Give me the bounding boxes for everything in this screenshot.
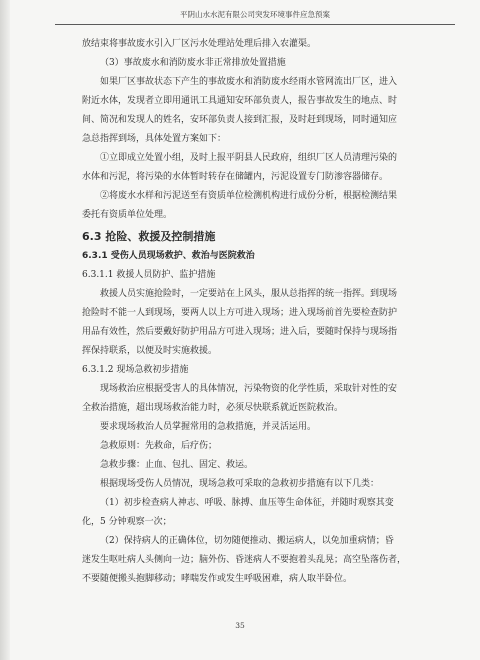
paragraph-line: 化，5 分钟观察一次；	[82, 517, 172, 527]
sub-subsection-heading: 6.3.1.2 现场急救初步措施	[82, 365, 189, 375]
paragraph-line: 急救原则：先救命，后疗伤；	[100, 441, 218, 451]
paragraph-line: 附近水体，发现者立即用通讯工具通知安环部负责人，报告事故发生的地点、时	[82, 96, 398, 106]
page-header: 平阴山水水泥有限公司突发环境事件应急预案	[180, 10, 330, 19]
paragraph-line: 抢险时不能一人到现场，要两人以上方可进入现场；进入现场前首先要检查防护	[82, 308, 398, 318]
paragraph-line: 委托有资质单位处理。	[82, 210, 173, 220]
paragraph-line: （2）保持病人的正确体位，切勿随便推动、搬运病人，以免加重病情；昏	[100, 536, 394, 546]
document-body	[82, 35, 422, 589]
paragraph-line: （1）初步检查病人神志、呼吸、脉搏、血压等生命体征，并随时观察其变	[100, 498, 394, 508]
binding-edge	[0, 0, 10, 660]
paragraph-line: ②将废水水样和污泥送至有资质单位检测机构进行成份分析，根据检测结果	[100, 191, 398, 201]
paragraph-line: 不要随便搬头抱脚移动；哮喘发作或发生呼吸困难，病人取半卧位。	[82, 574, 353, 584]
subsection-heading: 6.3.1 受伤人员现场救护、救治与医院救治	[82, 251, 255, 261]
section-heading: 6.3 抢险、救援及控制措施	[82, 230, 216, 243]
paragraph-line: 全救治措施，超出现场救治能力时，必须尽快联系就近医院救治。	[82, 403, 344, 413]
paragraph-line: 根据现场受伤人员情况，现场急救可采取的急救初步措施有以下几类：	[100, 479, 380, 489]
sub-subsection-heading: 6.3.1.1 救援人员防护、监护措施	[82, 270, 216, 280]
paragraph-line: 迷发生呕吐病人头侧向一边；脑外伤、昏迷病人不要抱着头乱晃；高空坠落伤者，	[82, 555, 407, 565]
paragraph-line: （3）事故废水和消防废水非正常排放处置措施	[100, 58, 286, 68]
paragraph-line: ①立即成立处置小组，及时上报平阴县人民政府，组织厂区人员清理污染的	[100, 153, 398, 163]
header-rule	[55, 24, 455, 25]
page-number: 35	[235, 621, 245, 630]
paragraph-line: 放结束将事故废水引入厂区污水处理站处理后排入农灌渠。	[82, 39, 317, 49]
paragraph-line: 如果厂区事故状态下产生的事故废水和消防废水经雨水管网流出厂区，进入	[100, 77, 398, 87]
paragraph-line: 要求现场救治人员掌握常用的急救措施，并灵活运用。	[100, 422, 317, 432]
paragraph-line: 间、简况和发现人的姓名，安环部负责人接到汇报，及时赶到现场，同时通知应	[82, 115, 398, 125]
paragraph-line: 水体和污泥，将污染的水体暂时转存在储罐内，污泥设置专门防渗容器储存。	[82, 172, 389, 182]
paragraph-line: 急总指挥到场，具体处置方案如下：	[82, 134, 227, 144]
paragraph-line: 用品有效性，然后要戴好防护用品方可进入现场；进入后，要随时保持与现场指	[82, 327, 398, 337]
paragraph-line: 现场救治应根据受害人的具体情况，污染物资的化学性质，采取针对性的安	[100, 384, 398, 394]
paragraph-line: 救援人员实施抢险时，一定要站在上风头，服从总指挥的统一指挥。到现场	[100, 289, 398, 299]
paragraph-line: 急救步骤：止血、包扎、固定、救运。	[100, 460, 254, 470]
paragraph-line: 挥保持联系，以便及时实施救援。	[82, 346, 218, 356]
